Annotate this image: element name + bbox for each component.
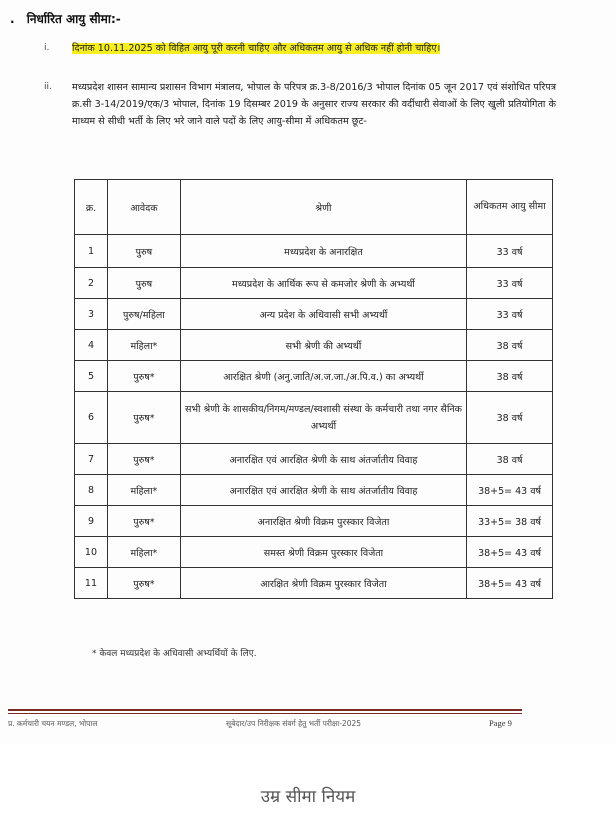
table-row bbox=[75, 330, 553, 361]
cell-applicant: महिला* bbox=[107, 330, 180, 361]
list-item-text: मध्यप्रदेश शासन सामान्य प्रशासन विभाग मंत्रालय, भोपाल के परिपत्र क्र.3-8/2016/3 भोपाल दिनांक 05 जून 2017 एवं संशोधित परिपत्र क्र.सी 3-14/2019/एक/3 भोपाल, दिनांक 19 दिसम्बर 2019 के अनुसार राज्य सरकार की वर्दीधारी सेवाओं के लिए खुली प्रतियोगिता के माध्यम से सीधी भर्ती के लिए भरे जाने वाले पदों के लिए आयु-सीमा में अधिकतम छूट- bbox=[72, 82, 556, 127]
table-row bbox=[75, 568, 553, 599]
table-row bbox=[75, 444, 553, 475]
list-item bbox=[44, 40, 556, 57]
cell-sno: 1 bbox=[75, 235, 108, 268]
table-row bbox=[75, 475, 553, 506]
cell-applicant: पुरुष bbox=[107, 235, 180, 268]
cell-applicant: महिला* bbox=[107, 537, 180, 568]
cell-max-age: 33 वर्ष bbox=[467, 299, 553, 330]
header-applicant: आवेदक bbox=[107, 180, 180, 235]
list-item-text bbox=[72, 40, 556, 57]
cell-category: आरक्षित श्रेणी विक्रम पुरस्कार विजेता bbox=[180, 568, 466, 599]
cell-sno: 7 bbox=[75, 444, 108, 475]
table-row bbox=[75, 506, 553, 537]
table-row bbox=[75, 235, 553, 268]
cell-sno: 8 bbox=[75, 475, 108, 506]
cell-max-age: 38+5= 43 वर्ष bbox=[467, 537, 553, 568]
header-max-age: अधिकतम आयु सीमा bbox=[467, 180, 553, 235]
footer-rule-thin bbox=[8, 713, 522, 714]
cell-category: अनारक्षित श्रेणी विक्रम पुरस्कार विजेता bbox=[180, 506, 466, 537]
section-heading bbox=[10, 10, 121, 27]
cell-sno: 6 bbox=[75, 392, 108, 444]
cell-max-age: 33+5= 38 वर्ष bbox=[467, 506, 553, 537]
list-item bbox=[44, 79, 556, 130]
table-row bbox=[75, 392, 553, 444]
cell-max-age: 38 वर्ष bbox=[467, 361, 553, 392]
cell-sno: 5 bbox=[75, 361, 108, 392]
highlighted-text: दिनांक 10.11.2025 को विहित आयु पूरी करनी चाहिए और अधिकतम आयु से अधिक नहीं होनी चाहिए। bbox=[72, 43, 441, 54]
cell-category: सभी श्रेणी के शासकीय/निगम/मण्डल/स्वशासी संस्था के कर्मचारी तथा नगर सैनिक अभ्यर्थी bbox=[180, 392, 466, 444]
table-header-row bbox=[75, 180, 553, 235]
table-row bbox=[75, 361, 553, 392]
table-row bbox=[75, 537, 553, 568]
cell-category: मध्यप्रदेश के अनारक्षित bbox=[180, 235, 466, 268]
cell-applicant: महिला* bbox=[107, 475, 180, 506]
cell-max-age: 38+5= 43 वर्ष bbox=[467, 475, 553, 506]
heading-text: निर्धारित आयु सीमा:- bbox=[26, 12, 121, 26]
cell-category: समस्त श्रेणी विक्रम पुरस्कार विजेता bbox=[180, 537, 466, 568]
cell-category: अनारक्षित एवं आरक्षित श्रेणी के साथ अंतर्जातीय विवाह bbox=[180, 444, 466, 475]
cell-sno: 10 bbox=[75, 537, 108, 568]
cell-sno: 3 bbox=[75, 299, 108, 330]
cell-applicant: पुरुष/महिला bbox=[107, 299, 180, 330]
list-item-number: ii. bbox=[44, 82, 52, 92]
cell-applicant: पुरुष* bbox=[107, 568, 180, 599]
cell-applicant: पुरुष* bbox=[107, 392, 180, 444]
cell-applicant: पुरुष* bbox=[107, 506, 180, 537]
page-number: Page 9 bbox=[489, 718, 512, 728]
cell-applicant: पुरुष* bbox=[107, 444, 180, 475]
footer-rule bbox=[8, 709, 522, 711]
cell-category: सभी श्रेणी की अभ्यर्थी bbox=[180, 330, 466, 361]
cell-category: आरक्षित श्रेणी (अनु.जाति/अ.ज.जा./अ.पि.व.) का अभ्यर्थी bbox=[180, 361, 466, 392]
table-row bbox=[75, 299, 553, 330]
cell-sno: 11 bbox=[75, 568, 108, 599]
header-sno: क्र. bbox=[75, 180, 108, 235]
list-item-number: i. bbox=[44, 43, 50, 53]
cell-category: मध्यप्रदेश के आर्थिक रूप से कमजोर श्रेणी के अभ्यर्थी bbox=[180, 268, 466, 299]
age-limit-table bbox=[74, 179, 553, 599]
cell-max-age: 38 वर्ष bbox=[467, 444, 553, 475]
cell-sno: 9 bbox=[75, 506, 108, 537]
header-category: श्रेणी bbox=[180, 180, 466, 235]
cell-sno: 2 bbox=[75, 268, 108, 299]
heading-bullet: . bbox=[10, 12, 15, 26]
cell-category: अन्य प्रदेश के अधिवासी सभी अभ्यर्थी bbox=[180, 299, 466, 330]
cell-applicant: पुरुष* bbox=[107, 361, 180, 392]
footnote: * केवल मध्यप्रदेश के अधिवासी अभ्यर्थियों के लिए. bbox=[92, 649, 257, 659]
cell-max-age: 33 वर्ष bbox=[467, 268, 553, 299]
image-caption: उम्र सीमा नियम bbox=[260, 787, 356, 807]
cell-sno: 4 bbox=[75, 330, 108, 361]
cell-applicant: पुरुष bbox=[107, 268, 180, 299]
cell-max-age: 38 वर्ष bbox=[467, 330, 553, 361]
table-row bbox=[75, 268, 553, 299]
cell-max-age: 33 वर्ष bbox=[467, 235, 553, 268]
cell-category: अनारक्षित एवं आरक्षित श्रेणी के साथ अंतर्जातीय विवाह bbox=[180, 475, 466, 506]
footer-center-text: सूबेदार/उप निरीक्षक संवर्ग हेतु भर्ती परीक्षा-2025 bbox=[226, 719, 362, 728]
cell-max-age: 38+5= 43 वर्ष bbox=[467, 568, 553, 599]
footer-left-text: प्र. कर्मचारी चयन मण्डल, भोपाल bbox=[8, 719, 98, 728]
cell-max-age: 38 वर्ष bbox=[467, 392, 553, 444]
